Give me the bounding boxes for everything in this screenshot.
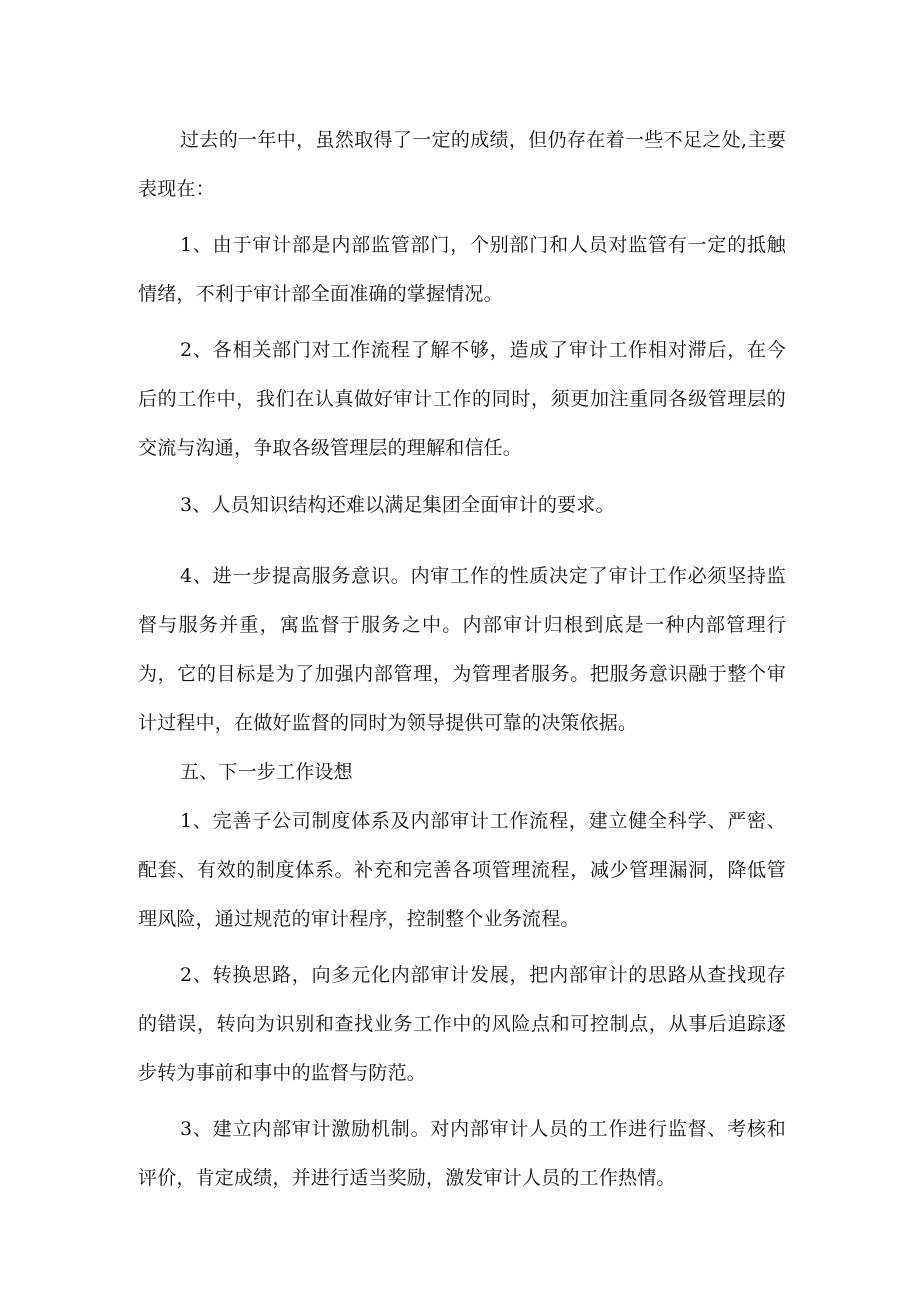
paragraph-issue-4: 4、进一步提高服务意识。内审工作的性质决定了审计工作必须坚持监督与服务并重，寓监督于服务之中。内部审计归根到底是一种内部管理行为，它的目标是为了加强内部管理，为管理者服务。把服务意识融于整个审计过程中，在做好监督的同时为领导提供可靠的决策依据。	[138, 565, 786, 734]
document-body	[138, 116, 786, 1203]
section-heading-next-steps: 五、下一步工作设想	[180, 761, 353, 783]
paragraph-plan-2: 2、转换思路，向多元化内部审计发展，把内部审计的思路从查找现存的错误，转向为识别和查找业务工作中的风险点和可控制点，从事后追踪逐步转为事前和事中的监督与防范。	[138, 964, 786, 1084]
paragraph-issue-1: 1、由于审计部是内部监管部门，个别部门和人员对监管有一定的抵触情绪，不利于审计部全面准确的掌握情况。	[138, 234, 786, 305]
paragraph-summary-intro: 过去的一年中，虽然取得了一定的成绩，但仍存在着一些不足之处,主要表现在：	[138, 129, 786, 200]
paragraph-plan-3: 3、建立内部审计激励机制。对内部审计人员的工作进行监督、考核和评价，肯定成绩，并进行适当奖励，激发审计人员的工作热情。	[138, 1118, 786, 1189]
paragraph-issue-2: 2、各相关部门对工作流程了解不够，造成了审计工作相对滞后，在今后的工作中，我们在认真做好审计工作的同时，须更加注重同各级管理层的交流与沟通，争取各级管理层的理解和信任。	[138, 339, 786, 459]
paragraph-issue-3: 3、人员知识结构还难以满足集团全面审计的要求。	[180, 494, 615, 516]
paragraph-plan-1: 1、完善子公司制度体系及内部审计工作流程，建立健全科学、严密、配套、有效的制度体系。补充和完善各项管理流程，减少管理漏洞，降低管理风险，通过规范的审计程序，控制整个业务流程。	[138, 810, 786, 930]
